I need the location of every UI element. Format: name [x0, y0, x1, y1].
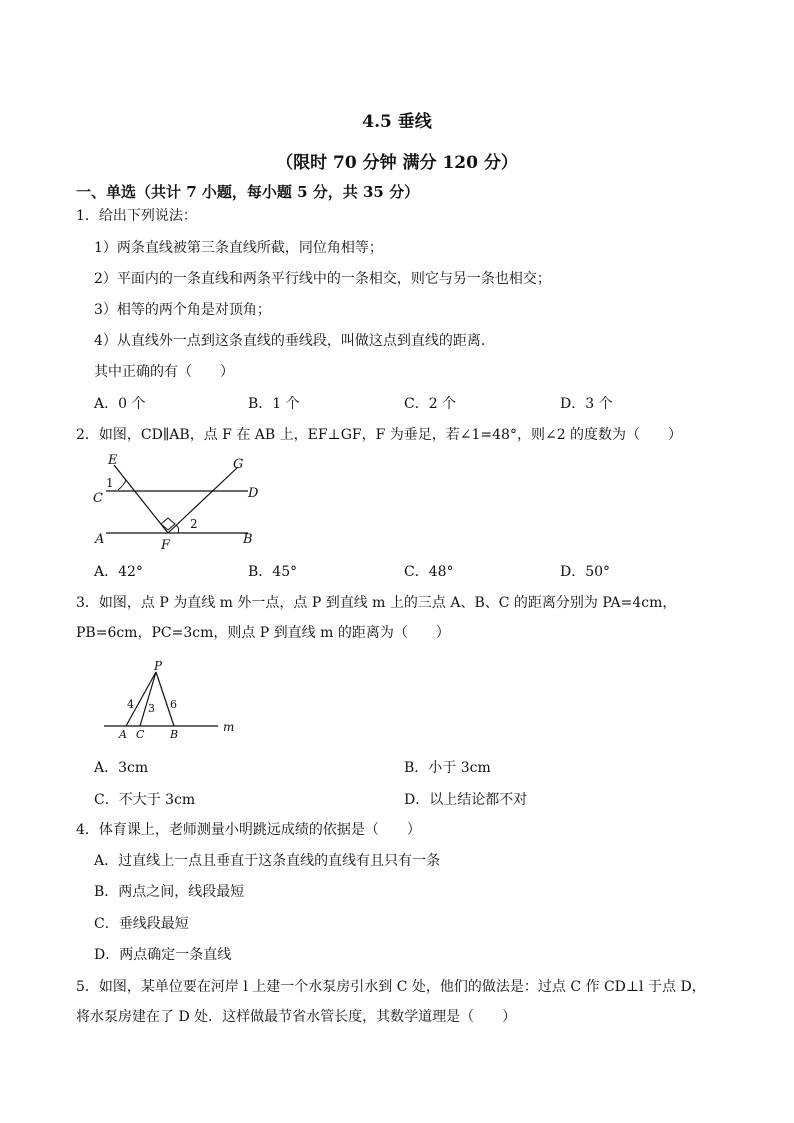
q5-stem-line2: 将水泵房建在了 D 处．这样做最节省水管长度，其数学道理是（ ）	[76, 1009, 517, 1025]
q3-stem-line2: PB=6cm，PC=3cm，则点 P 到直线 m 的距离为（ ）	[76, 625, 450, 641]
label-p: P	[154, 659, 163, 673]
q1-item: 3）相等的两个角是对顶角；	[94, 302, 271, 318]
q3-option-a: A．3cm	[94, 760, 149, 776]
segment-pc	[140, 672, 156, 726]
q2-option-c: C．48°	[404, 564, 454, 580]
q4-option-a: A．过直线上一点且垂直于这条直线的直线有且只有一条	[94, 853, 441, 869]
label-angle-1: 1	[106, 476, 114, 490]
q1-stem: 1．给出下列说法：	[76, 208, 197, 224]
label-b: B	[243, 532, 253, 547]
q1-item: 1）两条直线被第三条直线所截，同位角相等；	[94, 240, 383, 256]
q1-item: 2）平面内的一条直线和两条平行线中的一条相交，则它与另一条也相交；	[94, 271, 551, 287]
label-m: m	[223, 720, 235, 734]
section-heading: 一、单选（共计 7 小题，每小题 5 分，共 35 分）	[76, 183, 420, 201]
label-g: G	[233, 457, 244, 472]
label-length-3: 3	[148, 702, 155, 715]
segment-fg	[168, 467, 238, 533]
q1-prompt: 其中正确的有（ ）	[94, 364, 234, 380]
page-subtitle: （限时 70 分钟 满分 120 分）	[276, 153, 518, 173]
q5-stem-line1: 5．如图，某单位要在河岸 l 上建一个水泵房引水到 C 处，他们的做法是：过点 C 作 CD⊥l 于点 D，	[76, 979, 706, 995]
label-length-4: 4	[127, 698, 134, 711]
q4-option-c: C．垂线段最短	[94, 916, 189, 932]
q3-option-d: D．以上结论都不对	[404, 792, 528, 808]
q3-option-c: C．不大于 3cm	[94, 792, 196, 808]
page-title: 4.5 垂线	[362, 112, 432, 132]
label-b: B	[170, 728, 179, 741]
q2-option-d: D．50°	[560, 564, 611, 580]
q3-option-b: B．小于 3cm	[404, 760, 491, 776]
q2-option-b: B．45°	[248, 564, 298, 580]
q3-stem-line1: 3．如图，点 P 为直线 m 外一点，点 P 到直线 m 上的三点 A、B、C 的距离分别为 PA=4cm，	[76, 595, 677, 611]
q1-option-c: C．2 个	[404, 396, 457, 412]
q1-option-d: D．3 个	[560, 396, 613, 412]
angle-1-arc	[118, 480, 126, 490]
q1-option-b: B．1 个	[248, 396, 300, 412]
label-f: F	[161, 538, 171, 553]
label-e: E	[108, 453, 118, 468]
label-length-6: 6	[170, 698, 177, 711]
angle-2-arc	[176, 525, 179, 533]
q2-option-a: A．42°	[94, 564, 143, 580]
q1-item: 4）从直线外一点到这条直线的垂线段，叫做这点到直线的距离．	[94, 333, 495, 349]
label-angle-2: 2	[190, 517, 198, 531]
q4-stem: 4．体育课上，老师测量小明跳远成绩的依据是（ ）	[76, 822, 421, 838]
label-a: A	[119, 728, 127, 741]
q1-option-a: A．0 个	[94, 396, 146, 412]
q2-figure	[88, 452, 278, 552]
label-c: C	[93, 491, 103, 506]
q3-figure	[100, 660, 240, 744]
segment-ef	[114, 465, 168, 533]
q4-option-d: D．两点确定一条直线	[94, 947, 232, 963]
q4-option-b: B．两点之间，线段最短	[94, 884, 245, 900]
q2-stem: 2．如图，CD∥AB，点 F 在 AB 上，EF⊥GF，F 为垂足，若∠1=48°，则∠2 的度数为（ ）	[76, 427, 683, 443]
label-a: A	[95, 532, 105, 547]
label-c: C	[136, 728, 145, 741]
label-d: D	[248, 486, 259, 501]
